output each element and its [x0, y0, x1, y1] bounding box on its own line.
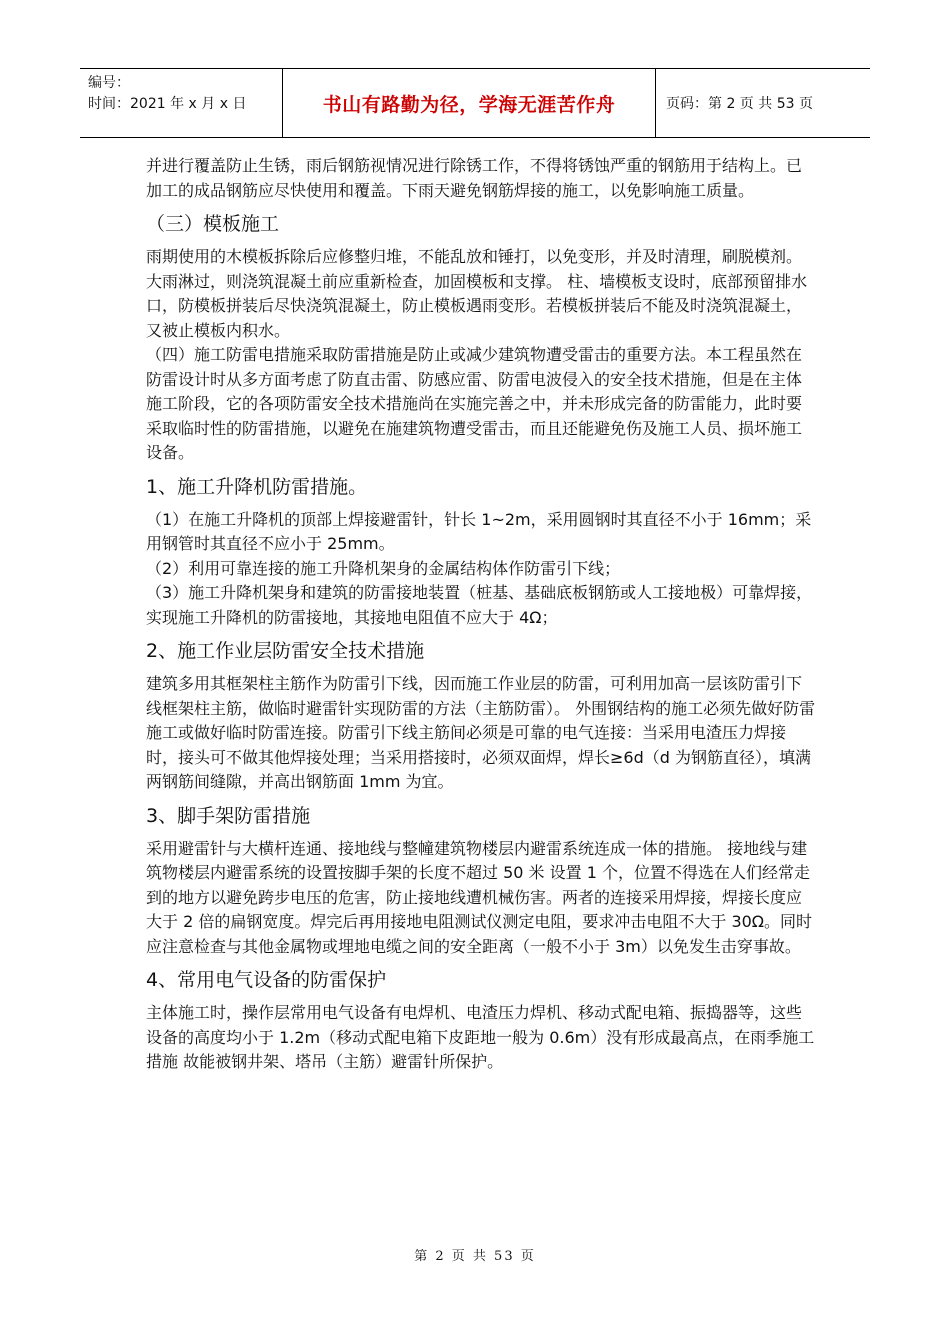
paragraph: 主体施工时，操作层常用电气设备有电焊机、电渣压力焊机、移动式配电箱、振捣器等，这些设备的高度均小于 1.2m（移动式配电箱下皮距地一般为 0.6m）没有形成最高点，在雨季施工措施 故能被钢井架、塔吊（主筋）避雷针所保护。 [146, 1003, 815, 1071]
document-number: 编号： [88, 75, 130, 91]
paragraph: （2）利用可靠连接的施工升降机架身的金属结构体作防雷引下线； [146, 558, 621, 578]
header-meta [80, 69, 282, 137]
header-motto: 书山有路勤为径，学海无涯苦作舟 [282, 69, 656, 137]
section-heading: 1、施工升降机防雷措施。 [146, 475, 368, 498]
paragraph: 建筑多用其框架柱主筋作为防雷引下线，因而施工作业层的防雷，可利用加高一层该防雷引下线框架柱主筋，做临时避雷针实现防雷的方法（主筋防雷）。 外围钢结构的施工必须先做好防雷施工或做好临时防雷连接。防雷引下线主筋间必须是可靠的电气连接：当采用电渣压力焊接时，接头可不做其他焊接处理；当采用搭接时，必须双面焊，焊长≥6d（d 为钢筋直径），填满两钢筋间缝隙，并高出钢筋面 1mm 为宜。 [146, 674, 816, 791]
header-page-info: 页码：第 2 页 共 53 页 [666, 96, 813, 112]
paragraph: （四）施工防雷电措施采取防雷措施是防止或减少建筑物遭受雷击的重要方法。本工程虽然在防雷设计时从多方面考虑了防直击雷、防感应雷、防雷电波侵入的安全技术措施，但是在主体施工阶段，它的各项防雷安全技术措施尚在实施完善之中，并未形成完备的防雷能力，此时要采取临时性的防雷措施，以避免在施建筑物遭受雷击，而且还能避免伤及施工人员、损坏施工设备。 [146, 345, 803, 462]
paragraph: 并进行覆盖防止生锈，雨后钢筋视情况进行除锈工作，不得将锈蚀严重的钢筋用于结构上。已加工的成品钢筋应尽快使用和覆盖。下雨天避免钢筋焊接的施工，以免影响施工质量。 [146, 156, 803, 200]
document-date: 时间：2021 年 x 月 x 日 [88, 96, 247, 112]
page-footer: 第 2 页 共 53 页 [414, 1249, 536, 1264]
section-heading: 2、施工作业层防雷安全技术措施 [146, 640, 425, 662]
paragraph: 采用避雷针与大横杆连通、接地线与整幢建筑物楼层内避雷系统连成一体的措施。 接地线与建筑物楼层内避雷系统的设置按脚手架的长度不超过 50 米 设置 1 个，位置不得选在人们经常走到的地方以避免跨步电压的危害，防止接地线遭机械伤害。两者的连接采用焊接，焊接长度应大于 2 倍的扁钢宽度。焊完后再用接地电阻测试仪测定电阻，要求冲击电阻不大于 30Ω。同时应注意检查与其他金属物或埋地电缆之间的安全距离（一般不小于 3m）以免发生击穿事故。 [146, 838, 813, 956]
paragraph: （3）施工升降机架身和建筑的防雷接地装置（桩基、基础底板钢筋或人工接地极）可靠焊接，实现施工升降机的防雷接地，其接地电阻值不应大于 4Ω； [146, 583, 813, 627]
section-heading: 3、脚手架防雷措施 [146, 804, 311, 827]
section-heading: （三）模板施工 [146, 213, 280, 235]
paragraph: 雨期使用的木模板拆除后应修整归堆，不能乱放和锤打，以免变形，并及时清理，刷脱模剂。 [146, 247, 803, 266]
paragraph: （1）在施工升降机的顶部上焊接避雷针，针长 1~2m，采用圆钢时其直径不小于 16mm；采用钢管时其直径不应小于 25mm。 [146, 509, 812, 553]
document-body [146, 154, 816, 1075]
page-header [80, 68, 870, 138]
paragraph: 大雨淋过，则浇筑混凝土前应重新检查，加固模板和支撑。 柱、墙模板支设时，底部预留排水口，防模板拼装后尽快浇筑混凝土，防止模板遇雨变形。若模板拼装后不能及时浇筑混凝土，又被止模板内积水。 [146, 271, 808, 340]
section-heading: 4、常用电气设备的防雷保护 [146, 969, 387, 991]
